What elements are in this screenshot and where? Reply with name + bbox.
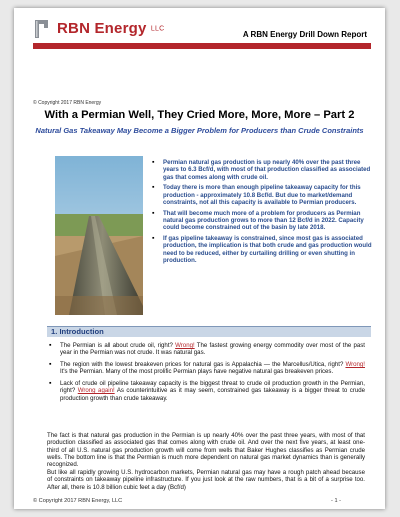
intro-bullet [47, 342, 365, 357]
bullet-text: As counterintuitive as it may seem, constrained gas takeaway is a bigger threat to crude production growth than crude takeaway. [60, 387, 365, 402]
summary-bullet: ▪ If gas pipeline takeaway is constrained, since most gas is associated production, the implication is that both crude and gas production would need to be reduced, either by curtailing drilling or even shutting in production. [150, 235, 372, 264]
brand-name: RBN Energy [57, 20, 147, 37]
page-title: With a Permian Well, They Cried More, More, More – Part 2 [44, 109, 355, 121]
copyright-top: © Copyright 2017 RBN Energy [33, 100, 102, 106]
page-number: - 1 - [331, 498, 341, 504]
intro-bullet-list [47, 342, 365, 407]
body-paragraph: The fact is that natural gas production in the Permian is up nearly 40% over the past three years, with most of that production classified as associated gas that comes along with crude oil. And over the next five years, at least one-third of all U.S. natural gas production growth will come from wells that Baker Hughes classifies as Permian crude wells. The bottom line is that the Permian is much more dependent on natural gas market dynamics than is generally recognized. [47, 432, 365, 469]
summary-bullet: ▪ Today there is more than enough pipeline takeaway capacity for this production - approximately 10.8 Bcf/d. But due to market/demand constraints, not all this capacity is available to Permian producers. [150, 184, 372, 206]
wrong-link[interactable]: Wrong! [345, 361, 365, 369]
brand-logo [57, 20, 164, 37]
bullet-text: Lack of crude oil pipeline takeaway capacity is the biggest threat to crude oil production growth in the Permian, right? [60, 380, 365, 395]
section-header-introduction [47, 326, 371, 337]
pipe-logo-icon [33, 18, 49, 38]
summary-bullet: ▪ That will become much more of a problem for producers as Permian natural gas production grows to more than 12 Bcf/d in 2022. Capacity could become constrained out of the basin by late 2018. [150, 210, 372, 232]
bullet-text: The fastest growing energy commodity over most of the past year in the Permian was not crude. It was natural gas. [60, 342, 365, 357]
wrong-again-link[interactable]: Wrong again! [77, 387, 115, 395]
section-label: 1. Introduction [51, 327, 104, 336]
report-type-title: A RBN Energy Drill Down Report [242, 30, 367, 39]
bullet-text: It's the Permian. Many of the most prolific Permian plays have negative natural gas breakeven prices. [60, 368, 334, 376]
page-subtitle: Natural Gas Takeaway May Become a Bigger Problem for Producers than Crude Constraints [35, 126, 364, 135]
summary-bullet: ▪ Permian natural gas production is up nearly 40% over the past three years to 6.3 Bcf/d, with most of that production classified as associated gas that comes along with crude oil. [150, 159, 372, 181]
report-page [14, 8, 385, 509]
summary-bullet-list [150, 159, 372, 268]
header-rule [33, 43, 371, 49]
footer-copyright: © Copyright 2017 RBN Energy, LLC [33, 498, 123, 504]
bullet-text: The Permian is all about crude oil, right? [60, 342, 176, 349]
brand-suffix: LLC [150, 25, 165, 33]
pipeline-photo [55, 156, 143, 315]
intro-bullet [47, 361, 365, 376]
wrong-link[interactable]: Wrong! [175, 342, 195, 349]
body-paragraph: But like all rapidly growing U.S. hydrocarbon markets, Permian natural gas may have a rough patch ahead because of constraints on takeaway pipeline infrastructure. If you just look at the raw numbers, that is a bit of a surprise too. After all, there is 10.8 billion cubic feet a day (Bcf/d) [47, 469, 365, 491]
bullet-text: The region with the lowest breakeven prices for natural gas is Appalachia — the Marcellus/Utica, right? [60, 361, 346, 369]
intro-bullet [47, 380, 365, 402]
